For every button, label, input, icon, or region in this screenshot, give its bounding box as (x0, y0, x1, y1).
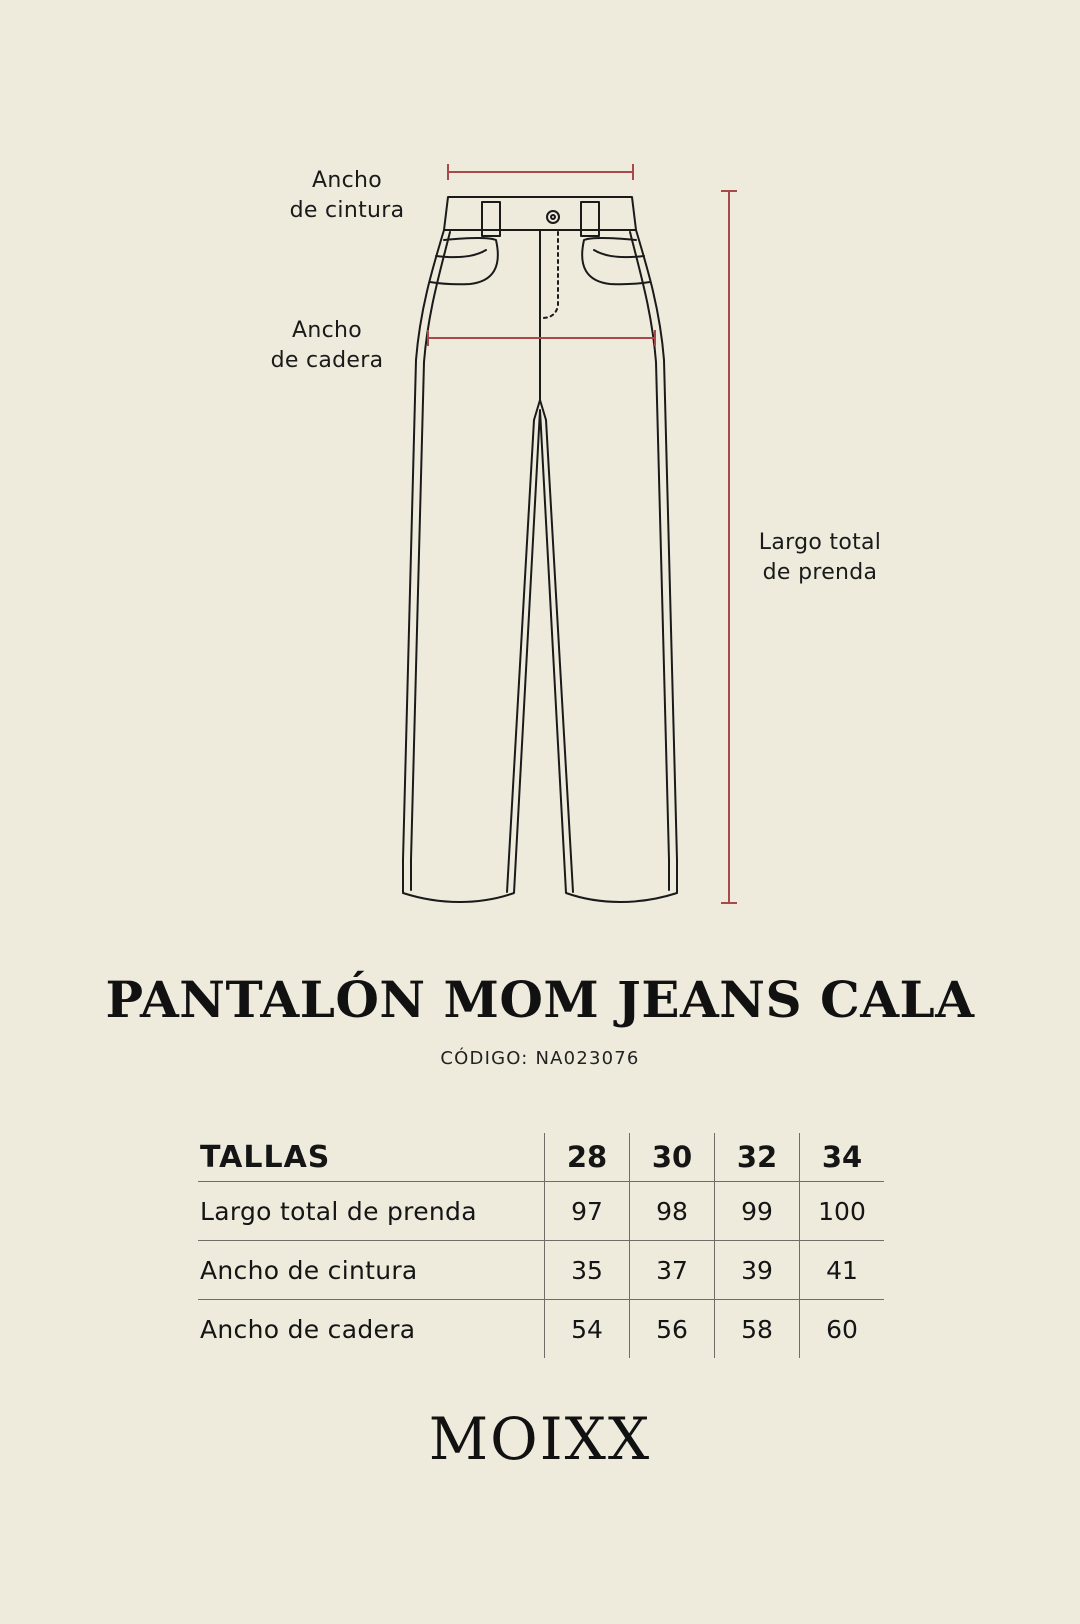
size-table (198, 1133, 884, 1358)
table-cell: 41 (800, 1241, 885, 1300)
table-cell: 37 (630, 1241, 715, 1300)
row-label: Largo total de prenda (198, 1182, 545, 1241)
product-code: CÓDIGO: NA023076 (440, 1048, 640, 1069)
table-cell: 98 (630, 1182, 715, 1241)
table-row (198, 1241, 884, 1300)
row-label: Ancho de cadera (198, 1300, 545, 1359)
table-cell: 99 (715, 1182, 800, 1241)
waist-measure (448, 164, 633, 180)
size-32: 32 (715, 1133, 800, 1182)
size-table-header (198, 1133, 884, 1182)
product-title: PANTALÓN MOM JEANS CALA (105, 970, 975, 1029)
table-cell: 97 (545, 1182, 630, 1241)
sizes-header: TALLAS (200, 1139, 331, 1175)
table-cell: 56 (630, 1300, 715, 1359)
waist-width-label: Ancho de cintura (289, 168, 405, 223)
hip-width-label: Ancho de cadera (270, 318, 384, 373)
size-30: 30 (630, 1133, 715, 1182)
row-label: Ancho de cintura (198, 1241, 545, 1300)
table-cell: 39 (715, 1241, 800, 1300)
table-cell: 60 (800, 1300, 885, 1359)
jeans-outline (403, 197, 677, 902)
fly-stitch (542, 232, 558, 318)
table-row (198, 1182, 884, 1241)
brand-logo: MOIXX (428, 1405, 652, 1473)
table-cell: 58 (715, 1300, 800, 1359)
waistband (444, 197, 636, 230)
total-length-label: Largo total de prenda (758, 530, 882, 585)
table-row (198, 1300, 884, 1359)
length-measure (721, 191, 737, 903)
measurement-lines (428, 164, 737, 903)
size-34: 34 (800, 1133, 885, 1182)
size-28: 28 (545, 1133, 630, 1182)
table-cell: 54 (545, 1300, 630, 1359)
table-cell: 100 (800, 1182, 885, 1241)
hip-measure (428, 330, 655, 346)
button-icon (547, 211, 559, 223)
table-cell: 35 (545, 1241, 630, 1300)
